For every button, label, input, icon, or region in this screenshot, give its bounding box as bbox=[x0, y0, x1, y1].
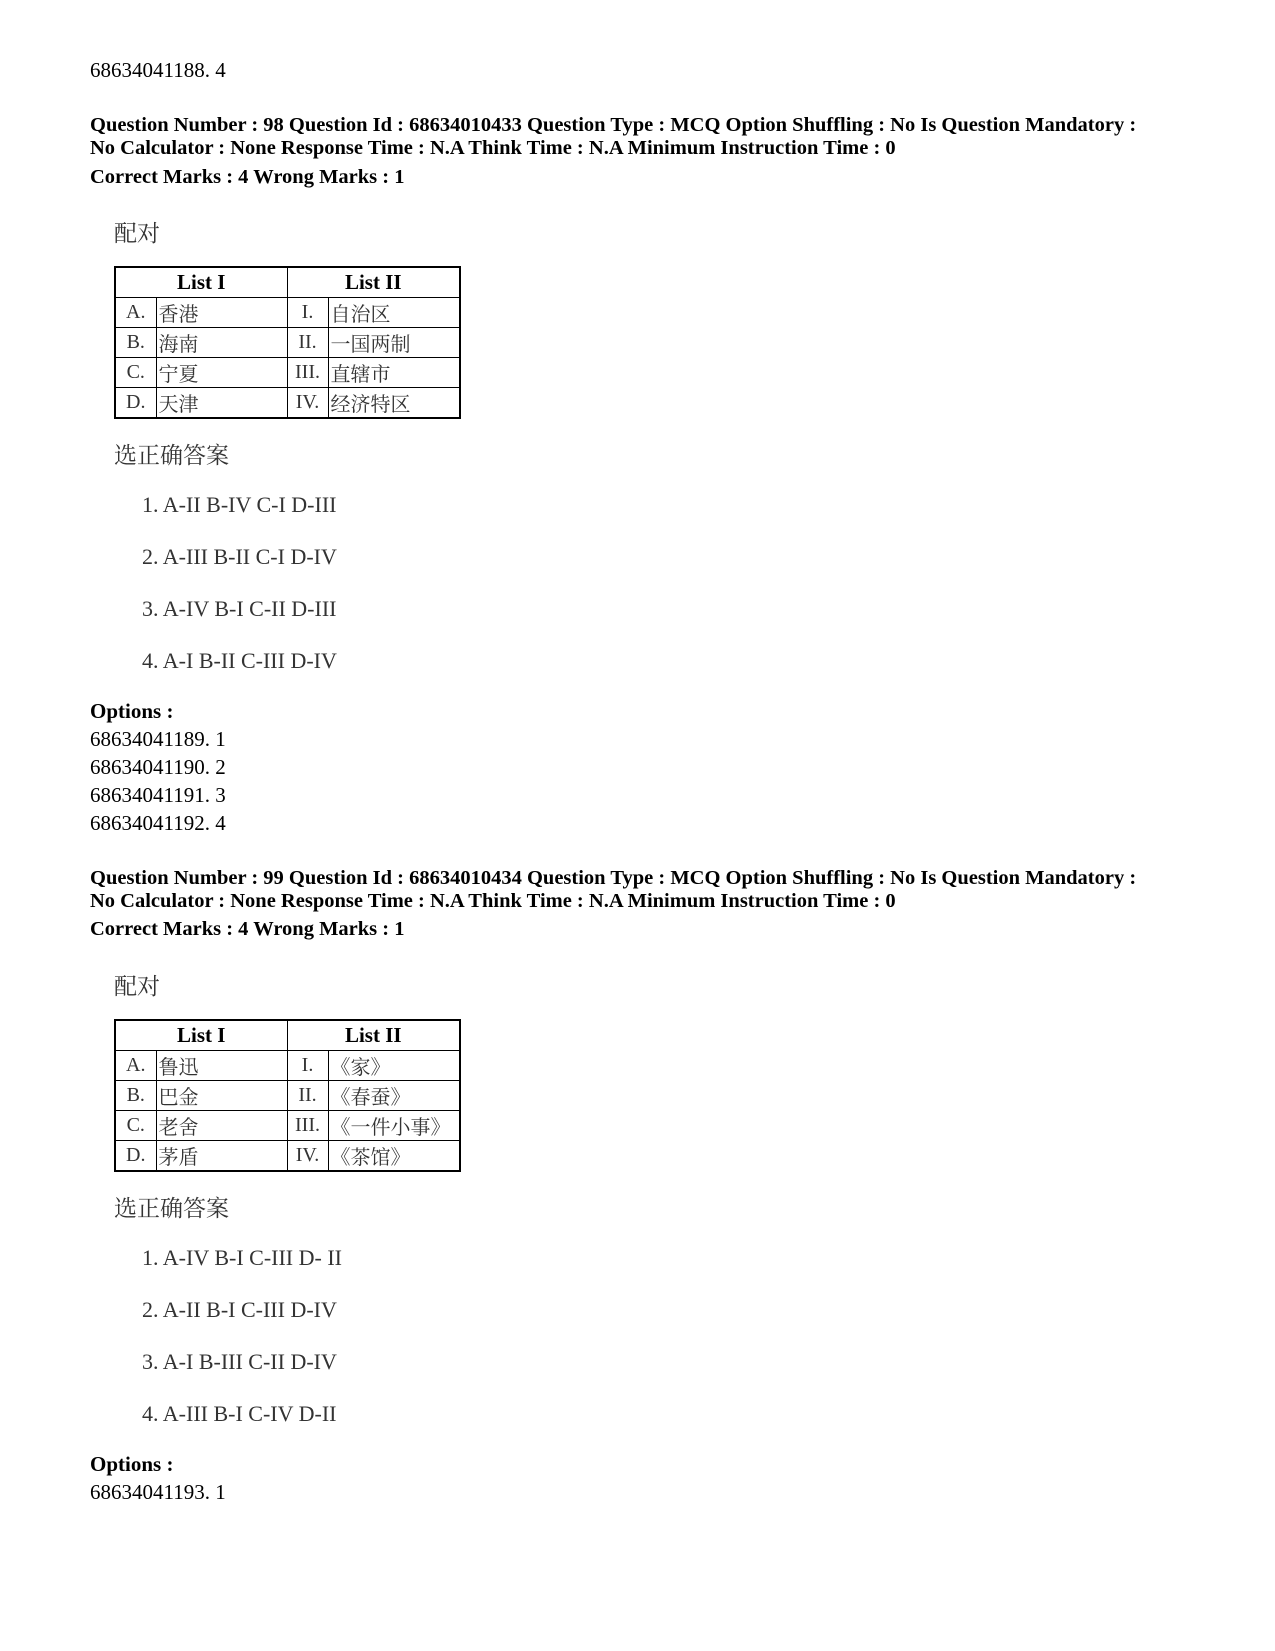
option-item: 68634041188. 4 bbox=[90, 58, 226, 82]
list2-item: 《茶馆》 bbox=[328, 1141, 460, 1172]
question-meta-line1: Question Number : 99 Question Id : 68634010434 Question Type : MCQ Option Shuffling : No Is Question Mandatory : bbox=[90, 867, 1137, 889]
list1-label: D. bbox=[115, 388, 156, 419]
list2-item: 《家》 bbox=[328, 1051, 460, 1081]
question-meta-line2: No Calculator : None Response Time : N.A Think Time : N.A Minimum Instruction Time : 0 bbox=[90, 137, 896, 159]
list2-label: I. bbox=[287, 298, 328, 328]
list1-item: 天津 bbox=[156, 388, 287, 419]
table-row bbox=[115, 1111, 460, 1141]
list2-label: III. bbox=[287, 1111, 328, 1141]
list1-item: 巴金 bbox=[156, 1081, 287, 1111]
list2-item: 经济特区 bbox=[328, 388, 460, 419]
list1-item: 宁夏 bbox=[156, 358, 287, 388]
list1-label: B. bbox=[115, 328, 156, 358]
list1-item: 香港 bbox=[156, 298, 287, 328]
list2-label: IV. bbox=[287, 388, 328, 419]
list1-label: B. bbox=[115, 1081, 156, 1111]
list1-header: List I bbox=[115, 1020, 287, 1051]
list2-label: IV. bbox=[287, 1141, 328, 1172]
list1-item: 老舍 bbox=[156, 1111, 287, 1141]
match-table bbox=[114, 266, 461, 419]
list2-item: 《一件小事》 bbox=[328, 1111, 460, 1141]
question-meta-line2: No Calculator : None Response Time : N.A Think Time : N.A Minimum Instruction Time : 0 bbox=[90, 890, 896, 912]
answer-choice: 4. A-III B-I C-IV D-II bbox=[142, 1401, 337, 1426]
list1-item: 鲁迅 bbox=[156, 1051, 287, 1081]
question-prompt: 选正确答案 bbox=[114, 1196, 229, 1222]
list2-label: II. bbox=[287, 1081, 328, 1111]
list2-item: 一国两制 bbox=[328, 328, 460, 358]
table-row bbox=[115, 1141, 460, 1172]
table-row bbox=[115, 298, 460, 328]
list1-item: 茅盾 bbox=[156, 1141, 287, 1172]
list1-label: D. bbox=[115, 1141, 156, 1172]
question-marks: Correct Marks : 4 Wrong Marks : 1 bbox=[90, 166, 405, 188]
answer-choice: 4. A-I B-II C-III D-IV bbox=[142, 648, 337, 673]
answer-choice: 1. A-II B-IV C-I D-III bbox=[142, 492, 337, 517]
table-row bbox=[115, 388, 460, 419]
table-row bbox=[115, 1051, 460, 1081]
match-table bbox=[114, 1019, 461, 1172]
answer-choice: 2. A-III B-II C-I D-IV bbox=[142, 544, 337, 569]
answer-choice: 3. A-IV B-I C-II D-III bbox=[142, 596, 337, 621]
option-item: 68634041193. 1 bbox=[90, 1480, 226, 1504]
list1-label: A. bbox=[115, 1051, 156, 1081]
table-row bbox=[115, 358, 460, 388]
list2-label: II. bbox=[287, 328, 328, 358]
list1-label: C. bbox=[115, 358, 156, 388]
option-item: 68634041189. 1 bbox=[90, 727, 226, 751]
answer-choice: 1. A-IV B-I C-III D- II bbox=[142, 1245, 342, 1270]
option-item: 68634041191. 3 bbox=[90, 783, 226, 807]
list2-header: List II bbox=[287, 1020, 460, 1051]
option-item: 68634041190. 2 bbox=[90, 755, 226, 779]
list1-item: 海南 bbox=[156, 328, 287, 358]
list2-header: List II bbox=[287, 267, 460, 298]
list1-header: List I bbox=[115, 267, 287, 298]
answer-choice: 2. A-II B-I C-III D-IV bbox=[142, 1297, 337, 1322]
answer-choice: 3. A-I B-III C-II D-IV bbox=[142, 1349, 337, 1374]
list2-item: 《春蚕》 bbox=[328, 1081, 460, 1111]
list2-item: 自治区 bbox=[328, 298, 460, 328]
table-row bbox=[115, 1081, 460, 1111]
options-label: Options : bbox=[90, 699, 174, 723]
question-instruction: 配对 bbox=[114, 221, 160, 247]
list2-label: III. bbox=[287, 358, 328, 388]
table-row bbox=[115, 328, 460, 358]
question-meta-line1: Question Number : 98 Question Id : 68634010433 Question Type : MCQ Option Shuffling : No Is Question Mandatory : bbox=[90, 114, 1137, 136]
option-item: 68634041192. 4 bbox=[90, 811, 226, 835]
question-marks: Correct Marks : 4 Wrong Marks : 1 bbox=[90, 918, 405, 940]
options-label: Options : bbox=[90, 1452, 174, 1476]
list1-label: A. bbox=[115, 298, 156, 328]
list2-label: I. bbox=[287, 1051, 328, 1081]
question-prompt: 选正确答案 bbox=[114, 443, 229, 469]
question-instruction: 配对 bbox=[114, 974, 160, 1000]
list1-label: C. bbox=[115, 1111, 156, 1141]
list2-item: 直辖市 bbox=[328, 358, 460, 388]
